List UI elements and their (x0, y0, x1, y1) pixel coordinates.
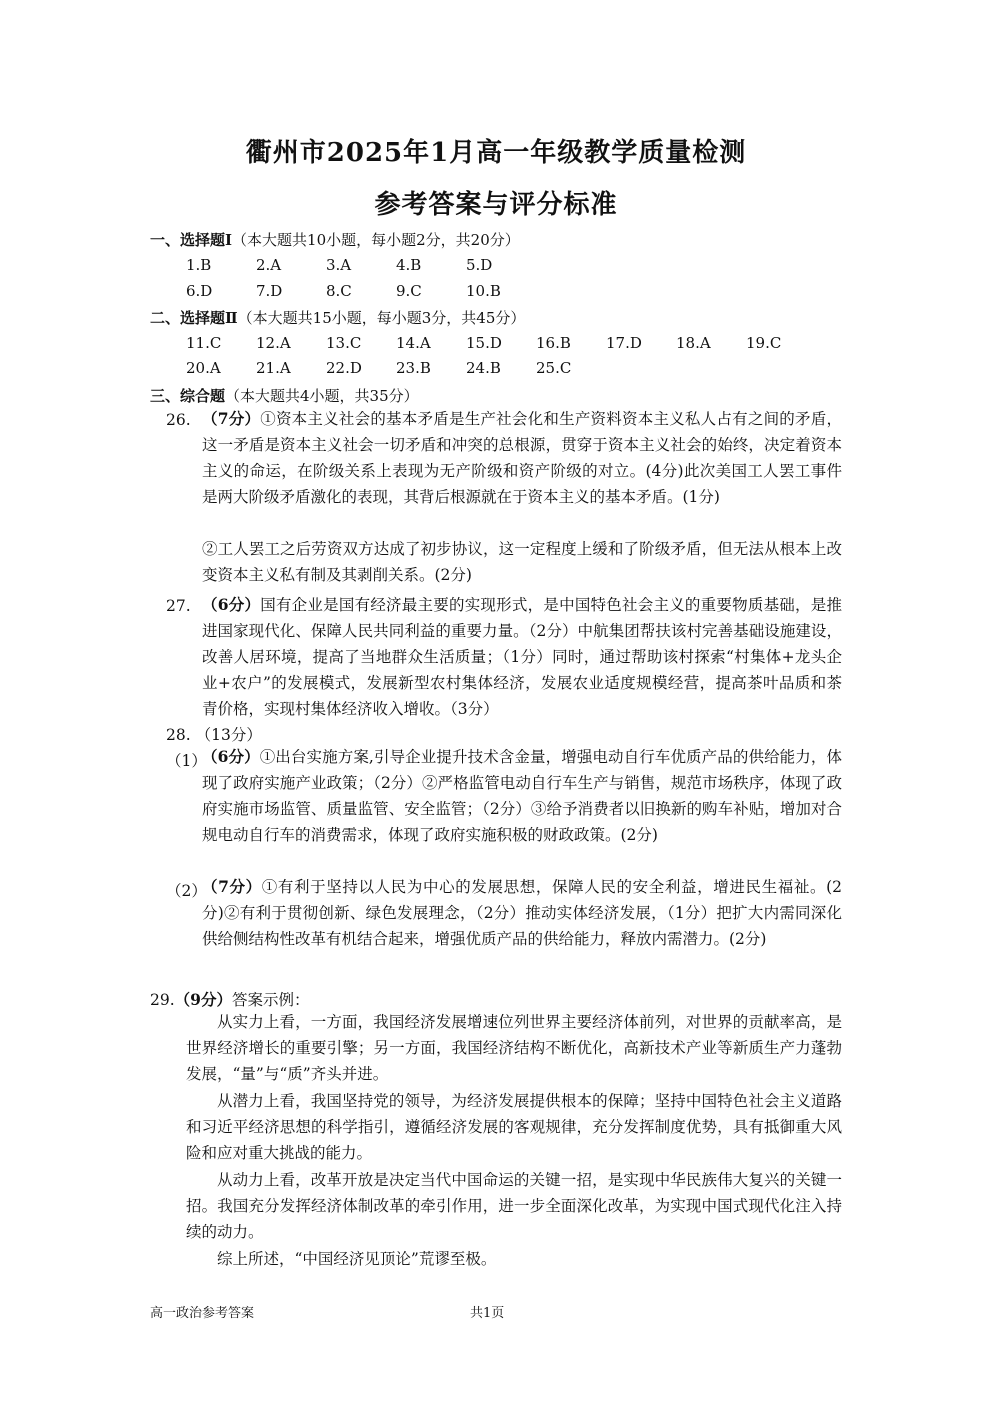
section-3-note: （本大题共4小题，共35分） (225, 387, 419, 405)
section-1-label: 一、选择题Ⅰ (150, 231, 233, 249)
q29-intro: 答案示例： (231, 991, 310, 1009)
section-1-header (150, 229, 520, 250)
answer-item: 4.B (396, 256, 422, 274)
answer-item: 15.D (466, 334, 502, 352)
q29-paragraph-3: 从动力上看，改革开放是决定当代中国命运的关键一招，是实现中华民族伟大复兴的关键一招。我国充分发挥经济体制改革的牵引作用，进一步全面深化改革，为实现中国式现代化注入持续的动力。 (186, 1171, 842, 1241)
q28-sub1-score: （6分） (202, 747, 260, 766)
answer-item: 10.B (466, 282, 501, 300)
answer-item: 21.A (256, 359, 291, 377)
answer-item: 20.A (186, 359, 221, 377)
answer-item: 17.D (606, 334, 642, 352)
q27-number: 27. (166, 597, 191, 615)
answer-item: 3.A (326, 256, 352, 274)
answer-item: 22.D (326, 359, 362, 377)
q26-answer-part-2: ②工人罢工之后劳资双方达成了初步协议，这一定程度上缓和了阶级矛盾，但无法从根本上改变资本主义私有制及其剥削关系。(2分) (202, 540, 842, 584)
q29-number: 29. (150, 991, 175, 1009)
section-1-row-1 (186, 256, 536, 274)
q26-number: 26. (166, 411, 191, 429)
section-3-label: 三、综合题 (150, 387, 226, 405)
section-2-label: 二、选择题Ⅱ (150, 309, 238, 327)
q28-sub1-text: ①出台实施方案,引导企业提升技术含金量，增强电动自行车优质产品的供给能力，体现了政府实施产业政策；（2分）②严格监管电动自行车生产与销售，规范市场秩序，体现了政府实施市场监管、质量监管、安全监管；（2分）③给予消费者以旧换新的购车补贴，增加对合规电动自行车的消费需求，体现了政府实施积极的财政政策。(2分) (202, 748, 842, 844)
q28-sub2-score: （7分） (202, 877, 262, 896)
section-1-row-2 (186, 282, 536, 300)
footer-doc-name: 高一政治参考答案 (150, 1306, 255, 1321)
q28-sub1-num: （1） (166, 752, 207, 770)
answer-item: 24.B (466, 359, 501, 377)
q28-sub1-answer (202, 744, 842, 848)
q27-score: （6分） (202, 595, 261, 614)
answer-item: 1.B (186, 256, 212, 274)
q26-score: （7分） (202, 409, 261, 428)
answer-item: 5.D (466, 256, 493, 274)
answer-item: 25.C (536, 359, 572, 377)
answer-item: 9.C (396, 282, 422, 300)
q28-num: 28. (166, 726, 191, 744)
answer-item: 18.A (676, 334, 711, 352)
q26-text-1: ①资本主义社会的基本矛盾是生产社会化和生产资料资本主义私人占有之间的矛盾，这一矛盾是资本主义社会一切矛盾和冲突的总根源，贯穿于资本主义社会的始终，决定着资本主义的命运，在阶级关系上表现为无产阶级和资产阶级的对立。(4分)此次美国工人罢工事件是两大阶级矛盾激化的表现，其背后根源就在于资本主义的基本矛盾。(1分) (202, 410, 842, 506)
section-2-header (150, 307, 525, 328)
answer-item: 13.C (326, 334, 362, 352)
q27-text: 国有企业是国有经济最主要的实现形式，是中国特色社会主义的重要物质基础，是推进国家现代化、保障人民共同利益的重要力量。（2分）中航集团帮扶该村完善基础设施建设，改善人居环境，提高了当地群众生活质量；（1分）同时，通过帮助该村探索“村集体+龙头企业+农户”的发展模式，发展新型农村集体经济，发展农业适度规模经营，提高茶叶品质和茶青价格，实现村集体经济收入增收。（3分） (202, 596, 842, 718)
answer-item: 2.A (256, 256, 282, 274)
section-1-note: （本大题共10小题，每小题2分，共20分） (232, 231, 520, 249)
section-2-row-1 (186, 334, 816, 352)
q28-sub2-answer (202, 874, 842, 952)
section-2-row-2 (186, 359, 606, 377)
answer-item: 14.A (396, 334, 431, 352)
q26-answer-part-1 (202, 406, 842, 510)
section-2-note: （本大题共15小题，每小题3分，共45分） (237, 309, 526, 327)
answer-item: 19.C (746, 334, 782, 352)
q28-sub2-num: （2） (166, 882, 207, 900)
answer-item: 12.A (256, 334, 291, 352)
answer-item: 11.C (186, 334, 222, 352)
q28-score: （13分） (195, 726, 262, 744)
q28-sub2-text: ①有利于坚持以人民为中心的发展思想，保障人民的安全利益，增进民生福祉。(2分)②有利于贯彻创新、绿色发展理念，（2分）推动实体经济发展，（1分）把扩大内需同深化供给侧结构性改革有机结合起来，增强优质产品的供给能力，释放内需潜力。(2分) (202, 878, 842, 948)
answer-item: 6.D (186, 282, 213, 300)
q27-answer (202, 592, 842, 722)
q29-paragraph-4: 综上所述，“中国经济见顶论”荒谬至极。 (217, 1250, 497, 1268)
q29-header (150, 988, 309, 1010)
section-3-header (150, 385, 419, 406)
q28-sub2-number (166, 879, 207, 901)
answer-item: 16.B (536, 334, 571, 352)
q29-paragraph-1: 从实力上看，一方面，我国经济发展增速位列世界主要经济体前列，对世界的贡献率高，是世界经济增长的重要引擎；另一方面，我国经济结构不断优化，高新技术产业等新质生产力蓬勃发展，“量”与“质”齐头并进。 (186, 1013, 842, 1083)
q29-paragraph-2: 从潜力上看，我国坚持党的领导，为经济发展提供根本的保障；坚持中国特色社会主义道路和习近平经济思想的科学指引，遵循经济发展的客观规律，充分发挥制度优势，具有抵御重大风险和应对重大挑战的能力。 (186, 1092, 842, 1162)
q29-score: （9分） (174, 990, 232, 1009)
q28-number (166, 723, 262, 745)
answer-item: 23.B (396, 359, 431, 377)
page-subtitle: 参考答案与评分标准 (374, 190, 618, 220)
answer-item: 8.C (326, 282, 352, 300)
q28-sub1-number (166, 749, 207, 771)
page-title: 衢州市2025年1月高一年级教学质量检测 (245, 138, 747, 168)
footer-page-count: 共1页 (470, 1306, 505, 1321)
answer-item: 7.D (256, 282, 283, 300)
